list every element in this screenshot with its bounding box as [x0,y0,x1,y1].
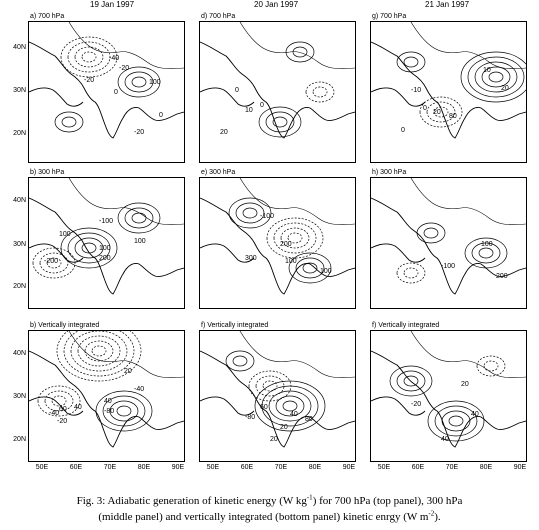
contour-label: 40 [290,411,298,418]
positive-contour [125,208,153,228]
positive-contour [449,416,463,426]
caption-line-1: Fig. 3: Adiabatic generation of kinetic energy (W $kg^{-1}$) for 700 hPa (top panel), 300 hPa [76,493,463,507]
contour-label: 60 [59,406,67,413]
contour-label: 0 [260,102,264,109]
positive-contour [404,57,418,67]
contour-label: 20 [270,436,278,443]
map-panel-f-vi-2 [370,330,527,462]
positive-contour [397,52,425,72]
contour-label: 100 [481,241,493,248]
contour-label: 80 [449,113,457,120]
lat-40n-row1: 40N [13,44,26,51]
contour-label: 20 [501,85,509,92]
lat-30n-row3: 30N [13,393,26,400]
panel-label-b: b) 300 hPa [30,169,65,176]
lat-20n-row2: 20N [13,283,26,290]
contour-label: 20 [433,109,441,116]
positive-contour [293,47,307,57]
country-border [69,178,184,225]
contour-label: 0 [235,87,239,94]
positive-contour [117,406,131,416]
contour-label: 20 [124,368,132,375]
map-contours [29,178,184,308]
country-border [69,22,184,69]
lon-80e-col2: 80E [308,464,322,471]
map-contours [200,22,355,162]
coastline [29,88,83,106]
map-contours [371,331,526,461]
positive-contour [55,112,83,132]
positive-contour [428,401,484,441]
map-contours [371,22,526,162]
positive-contour [479,248,493,258]
negative-contour [82,52,96,62]
contour-label: 100 [134,238,146,245]
country-border [411,331,526,378]
contour-label: 10 [245,107,253,114]
panel-label-h: h) 300 hPa [372,169,407,176]
map-panel-b-vi [28,330,185,462]
coastline [200,88,254,106]
negative-contour [256,376,284,396]
contour-label: 100 [59,231,71,238]
panel-label-a: a) 700 hPa [30,13,65,20]
map-panel-g [370,21,527,163]
contour-label: 40 [74,404,82,411]
date-header-col2: 20 Jan 1997 [254,0,299,9]
lat-40n-row3: 40N [13,350,26,357]
figure-caption [0,493,539,525]
lon-90e-col3: 90E [513,464,527,471]
contour-label: 60 [260,404,268,411]
lon-80e-col3: 80E [479,464,493,471]
positive-contour [62,117,76,127]
contour-label: 40 [471,411,479,418]
coastline [371,244,425,262]
map-contours [29,331,184,461]
lon-50e-col2: 50E [206,464,220,471]
positive-contour [468,57,524,97]
positive-contour [132,77,146,87]
map-contours [200,178,355,308]
lon-60e-col3: 60E [411,464,425,471]
map-contours [371,178,526,308]
map-panel-b [28,177,185,309]
contour-label: -20 [411,401,422,408]
contour-label: -100 [441,263,456,270]
lon-90e-col2: 90E [342,464,356,471]
contour-label: -40 [109,55,120,62]
contour-label: 0 [423,105,427,112]
lat-20n-row1: 20N [13,130,26,137]
negative-contour [404,268,418,278]
contour-label: 300 [245,255,257,262]
contour-label: 200 [496,273,508,280]
map-panel-e [199,177,356,309]
panel-label-e: e) 300 hPa [201,169,236,176]
caption-line-2: (middle panel) and vertically integrated (bottom panel) kinetic enrgy (W $m^{-2}$). [98,509,441,523]
lon-60e-col1: 60E [69,464,83,471]
map-panel-a [28,21,185,163]
panel-label-b-vi: b) Vertically integrated [30,322,100,329]
positive-contour [259,107,301,137]
contour-label: 20 [280,424,288,431]
contour-label: -100 [260,213,275,220]
lat-40n-row2: 40N [13,197,26,204]
positive-contour [417,223,445,243]
contour-label: -20 [57,418,68,425]
lon-80e-col1: 80E [137,464,151,471]
contour-label: 40 [104,398,112,405]
contour-label: 100 [99,245,111,252]
contour-label: 40 [441,436,449,443]
contour-label: -40 [49,410,60,417]
map-panel-d [199,21,356,163]
lat-20n-row3: 20N [13,436,26,443]
lon-60e-col2: 60E [240,464,254,471]
positive-contour [283,401,297,411]
contour-label: -20 [119,65,130,72]
lat-30n-row2: 30N [13,241,26,248]
panel-label-d: d) 700 hPa [201,13,236,20]
contour-label: 200 [280,241,292,248]
negative-contour [71,331,127,371]
map-contours [200,331,355,461]
country-border [411,178,526,225]
panel-label-g: g) 700 hPa [372,13,407,20]
contour-label: -20 [134,129,145,136]
lon-90e-col1: 90E [171,464,185,471]
contour-label: 20 [220,129,228,136]
lon-70e-col2: 70E [274,464,288,471]
contour-label: -100 [99,218,114,225]
date-header-col1: 19 Jan 1997 [90,0,135,9]
lon-70e-col1: 70E [103,464,117,471]
panel-label-f-vi-2: f) Vertically integrated [372,322,440,329]
contour-label: 10 [483,67,491,74]
contour-label: 80 [305,416,313,423]
country-border [240,178,355,225]
contour-label: -10 [411,87,422,94]
positive-contour [489,72,503,82]
country-border [240,331,355,378]
date-header-col3: 21 Jan 1997 [425,0,470,9]
positive-contour [461,52,526,102]
contour-label: 0 [159,112,163,119]
negative-contour [420,97,462,127]
positive-contour [266,112,294,132]
contour-label: 200 [99,255,111,262]
positive-contour [226,351,254,371]
negative-contour [263,381,277,391]
negative-contour [397,263,425,283]
contour-label: -20 [84,77,95,84]
negative-contour [484,361,498,371]
positive-contour [243,208,257,218]
negative-contour [313,87,327,97]
positive-contour [132,213,146,223]
lon-50e-col3: 50E [377,464,391,471]
map-panel-f-vi [199,330,356,462]
panel-label-f-vi: f) Vertically integrated [201,322,269,329]
contour-label: 100 [149,79,161,86]
positive-contour [110,401,138,421]
positive-contour [424,228,438,238]
contour-label: -80 [104,408,115,415]
positive-contour [82,243,96,253]
contour-label: 0 [401,127,405,134]
contour-label: -200 [44,258,59,265]
lon-70e-col3: 70E [445,464,459,471]
coastline [200,397,254,415]
negative-contour [274,223,316,253]
negative-contour [68,42,110,72]
positive-contour [475,62,517,92]
lon-50e-col1: 50E [35,464,49,471]
contour-label: -80 [245,414,256,421]
negative-contour [306,82,334,102]
negative-contour [85,341,113,361]
contour-label: 100 [285,258,297,265]
negative-contour [92,346,106,356]
contour-label: 20 [461,381,469,388]
lat-30n-row1: 30N [13,87,26,94]
contour-label: 0 [114,89,118,96]
negative-contour [75,47,103,67]
negative-contour [267,218,323,258]
positive-contour [442,411,470,431]
contour-label: 100 [320,268,332,275]
map-contours [29,22,184,162]
map-panel-h [370,177,527,309]
contour-label: -40 [134,386,145,393]
positive-contour [118,203,160,233]
positive-contour [233,356,247,366]
